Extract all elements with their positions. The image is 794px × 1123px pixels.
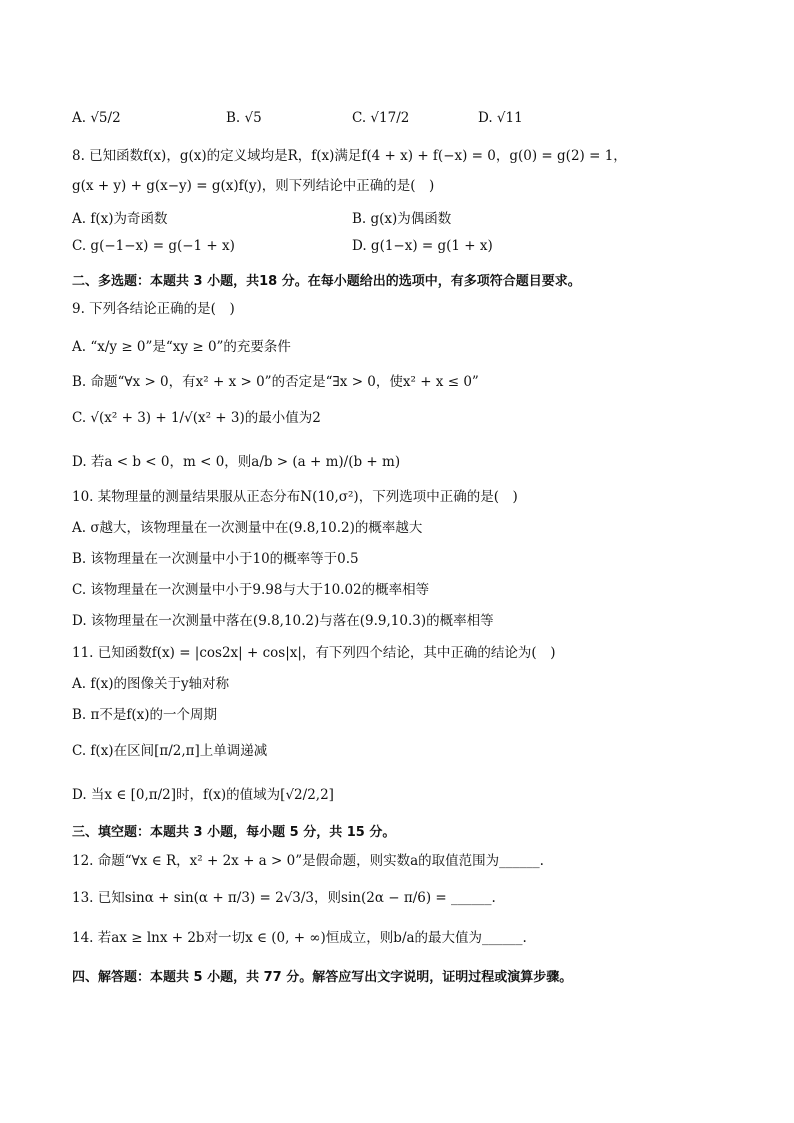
- q8-option-a: A. f(x)为奇函数: [72, 211, 168, 227]
- q7-option-a: A. √5/2: [72, 110, 121, 126]
- q9-option-b: B. 命题“∀x > 0，有x² + x > 0”的否定是“∃x > 0，使x² + x ≤ 0”: [72, 374, 479, 390]
- q9-stem: 9. 下列各结论正确的是( ): [72, 301, 235, 317]
- q8-option-c: C. g(−1−x) = g(−1 + x): [72, 238, 235, 254]
- q11-option-c: C. f(x)在区间[π/2,π]上单调递减: [72, 743, 268, 759]
- q11-option-a: A. f(x)的图像关于y轴对称: [72, 676, 230, 692]
- q9-option-a: A. “x/y ≥ 0”是“xy ≥ 0”的充要条件: [72, 339, 291, 355]
- section-heading-solutions: 四、解答题：本题共 5 小题，共 77 分。解答应写出文字说明，证明过程或演算步骤。: [72, 970, 573, 985]
- q8-option-b: B. g(x)为偶函数: [352, 211, 452, 227]
- section-heading-multiple-choice: 二、多选题：本题共 3 小题，共18 分。在每小题给出的选项中，有多项符合题目要求。: [72, 274, 581, 289]
- q8-stem-line2: g(x + y) + g(x−y) = g(x)f(y)，则下列结论中正确的是( ): [72, 178, 435, 194]
- q11-stem: 11. 已知函数f(x) = |cos2x| + cos|x|，有下列四个结论，其中正确的结论为( ): [72, 645, 556, 661]
- q10-option-d: D. 该物理量在一次测量中落在(9.8,10.2)与落在(9.9,10.3)的概率相等: [72, 613, 494, 629]
- q10-option-a: A. σ越大，该物理量在一次测量中在(9.8,10.2)的概率越大: [72, 520, 423, 536]
- q14-stem: 14. 若ax ≥ lnx + 2b对一切x ∈ (0, + ∞)恒成立，则b/a的最大值为______.: [72, 930, 527, 946]
- q12-stem: 12. 命题“∀x ∈ R，x² + 2x + a > 0”是假命题，则实数a的取值范围为______.: [72, 853, 544, 869]
- q7-option-c: C. √17/2: [352, 110, 410, 126]
- q8-stem-line1: 8. 已知函数f(x)，g(x)的定义域均是R，f(x)满足f(4 + x) + f(−x) = 0，g(0) = g(2) = 1，: [72, 148, 627, 164]
- q11-option-b: B. π不是f(x)的一个周期: [72, 707, 218, 723]
- q9-option-c: C. √(x² + 3) + 1/√(x² + 3)的最小值为2: [72, 410, 321, 426]
- section-heading-fill-in: 三、填空题：本题共 3 小题，每小题 5 分，共 15 分。: [72, 825, 396, 840]
- q8-option-d: D. g(1−x) = g(1 + x): [352, 238, 493, 254]
- q7-option-b: B. √5: [226, 110, 262, 126]
- q7-option-d: D. √11: [478, 110, 523, 126]
- q11-option-d: D. 当x ∈ [0,π/2]时，f(x)的值域为[√2/2,2]: [72, 787, 334, 803]
- q10-option-b: B. 该物理量在一次测量中小于10的概率等于0.5: [72, 551, 359, 567]
- q10-option-c: C. 该物理量在一次测量中小于9.98与大于10.02的概率相等: [72, 582, 430, 598]
- q13-stem: 13. 已知sinα + sin(α + π/3) = 2√3/3，则sin(2α − π/6) = ______.: [72, 890, 496, 906]
- q10-stem: 10. 某物理量的测量结果服从正态分布N(10,σ²)，下列选项中正确的是( ): [72, 489, 518, 505]
- q9-option-d: D. 若a < b < 0，m < 0，则a/b > (a + m)/(b + m): [72, 454, 401, 470]
